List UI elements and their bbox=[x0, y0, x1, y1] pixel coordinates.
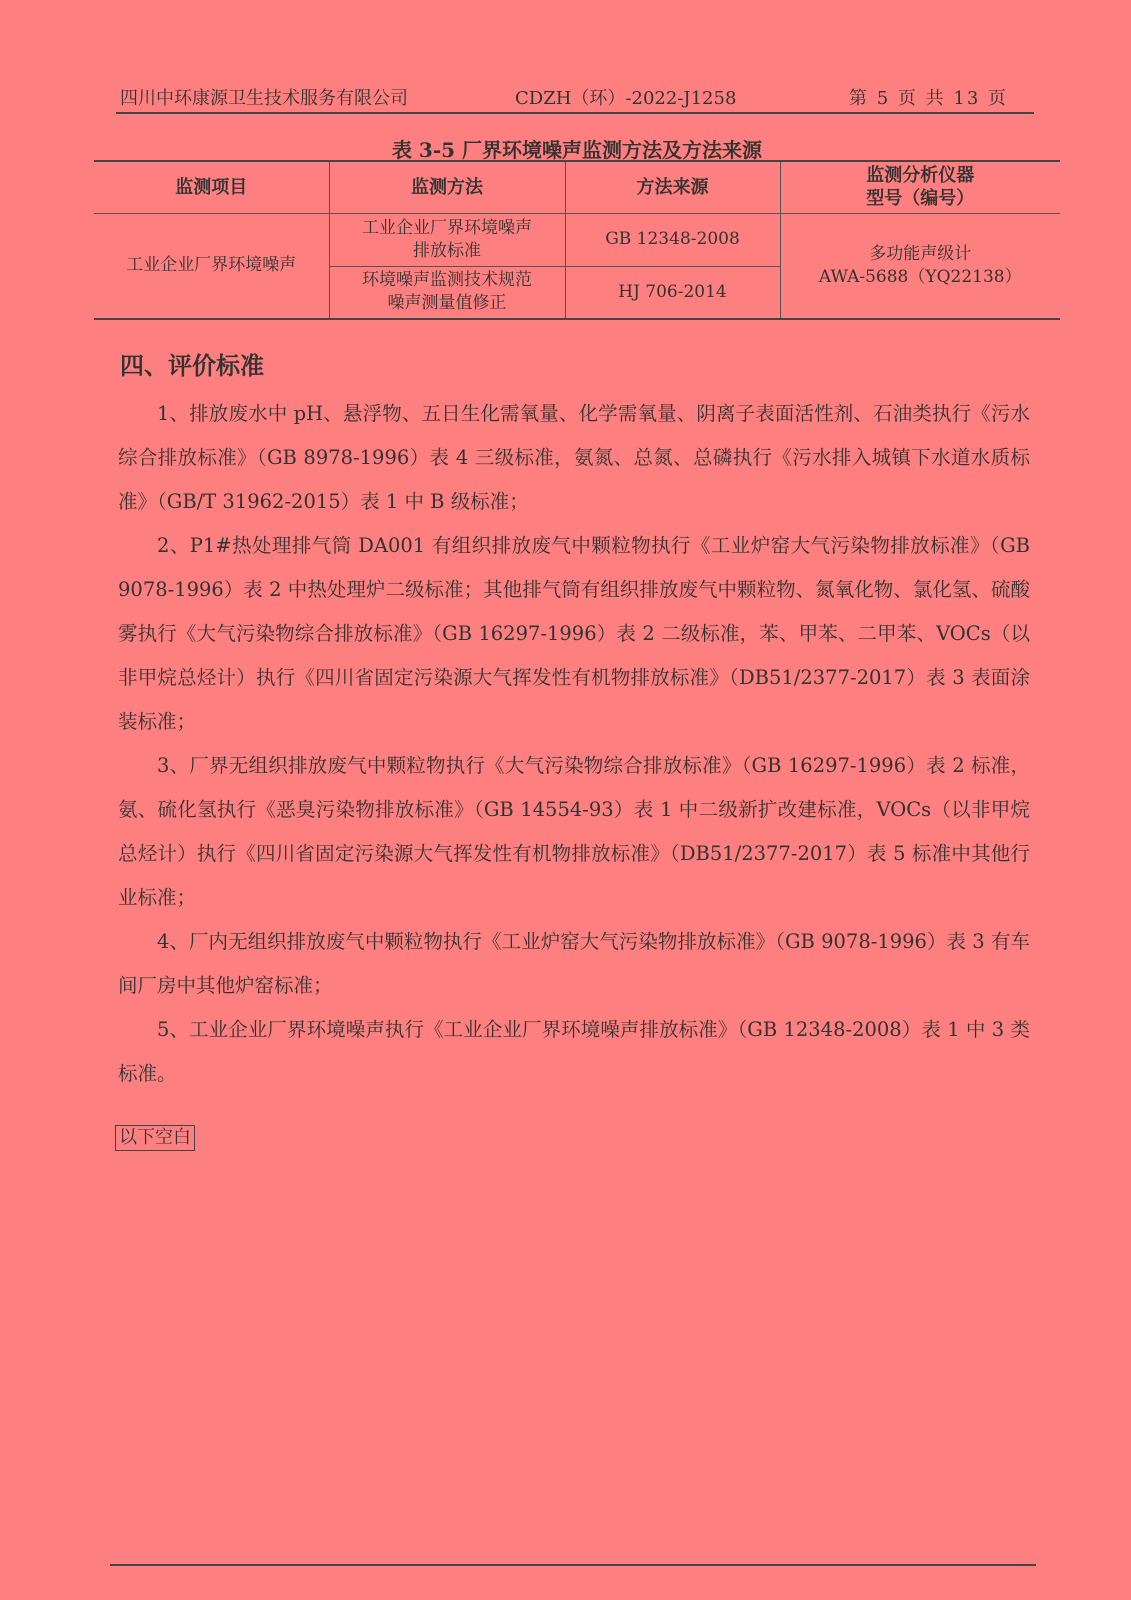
instrument-cell: 多功能声级计 AWA-5688（YQ22138） bbox=[780, 213, 1060, 319]
standard-paragraph: 2、P1#热处理排气筒 DA001 有组织排放废气中颗粒物执行《工业炉窑大气污染物排放标准》（GB 9078-1996）表 2 中热处理炉二级标准；其他排气筒有组织排放废气中颗粒物、氮氧化物、氯化氢、硫酸雾执行《大气污染物综合排放标准》（GB 16297-1996）表 2 二级标准，苯、甲苯、二甲苯、VOCs（以非甲烷总烃计）执行《四川省固定污染源大气挥发性有机物排放标准》（DB51/2377-2017）表 3 表面涂装标准； bbox=[118, 534, 1030, 733]
blank-below-stamp: 以下空白 bbox=[115, 1125, 195, 1151]
standard-paragraph: 1、排放废水中 pH、悬浮物、五日生化需氧量、化学需氧量、阴离子表面活性剂、石油类执行《污水综合排放标准》（GB 8978-1996）表 4 三级标准，氨氮、总氮、总磷执行《污水排入城镇下水道水质标准》（GB/T 31962-2015）表 1 中 B 级标准； bbox=[118, 402, 1030, 513]
method-cell: 环境噪声监测技术规范 噪声测量值修正 bbox=[329, 266, 565, 319]
standard-paragraph: 5、工业企业厂界环境噪声执行《工业企业厂界环境噪声排放标准》（GB 12348-2008）表 1 中 3 类标准。 bbox=[118, 1018, 1030, 1085]
report-number: CDZH（环）-2022-J1258 bbox=[515, 88, 737, 109]
table-row bbox=[94, 213, 1060, 266]
page-header bbox=[120, 84, 1030, 114]
method-cell: 工业企业厂界环境噪声 排放标准 bbox=[329, 213, 565, 266]
table-header-row bbox=[94, 161, 1060, 213]
monitoring-item: 工业企业厂界环境噪声 bbox=[94, 213, 329, 319]
standard-paragraph: 4、厂内无组织排放废气中颗粒物执行《工业炉窑大气污染物排放标准》（GB 9078-1996）表 3 有车间厂房中其他炉窑标准； bbox=[118, 930, 1030, 997]
evaluation-standards bbox=[118, 392, 1030, 1096]
header-divider bbox=[116, 112, 1034, 114]
company-name: 四川中环康源卫生技术服务有限公司 bbox=[120, 88, 408, 109]
page-number: 第 5 页 共 13 页 bbox=[849, 88, 1008, 109]
header-item: 监测项目 bbox=[94, 161, 329, 213]
table-title: 表 3-5 厂界环境噪声监测方法及方法来源 bbox=[391, 138, 763, 162]
footer-divider bbox=[110, 1564, 1036, 1566]
header-instrument: 监测分析仪器 型号（编号） bbox=[780, 161, 1060, 213]
source-cell: HJ 706-2014 bbox=[565, 266, 780, 319]
source-cell: GB 12348-2008 bbox=[565, 213, 780, 266]
header-method: 监测方法 bbox=[329, 161, 565, 213]
standard-paragraph: 3、厂界无组织排放废气中颗粒物执行《大气污染物综合排放标准》（GB 16297-1996）表 2 标准，氨、硫化氢执行《恶臭污染物排放标准》（GB 14554-93）表 1 中二级新扩改建标准，VOCs（以非甲烷总烃计）执行《四川省固定污染源大气挥发性有机物排放标准》（DB51/2377-2017）表 5 标准中其他行业标准； bbox=[118, 754, 1030, 909]
header-source: 方法来源 bbox=[565, 161, 780, 213]
section-title: 四、评价标准 bbox=[120, 351, 264, 380]
noise-method-table bbox=[94, 160, 1060, 320]
